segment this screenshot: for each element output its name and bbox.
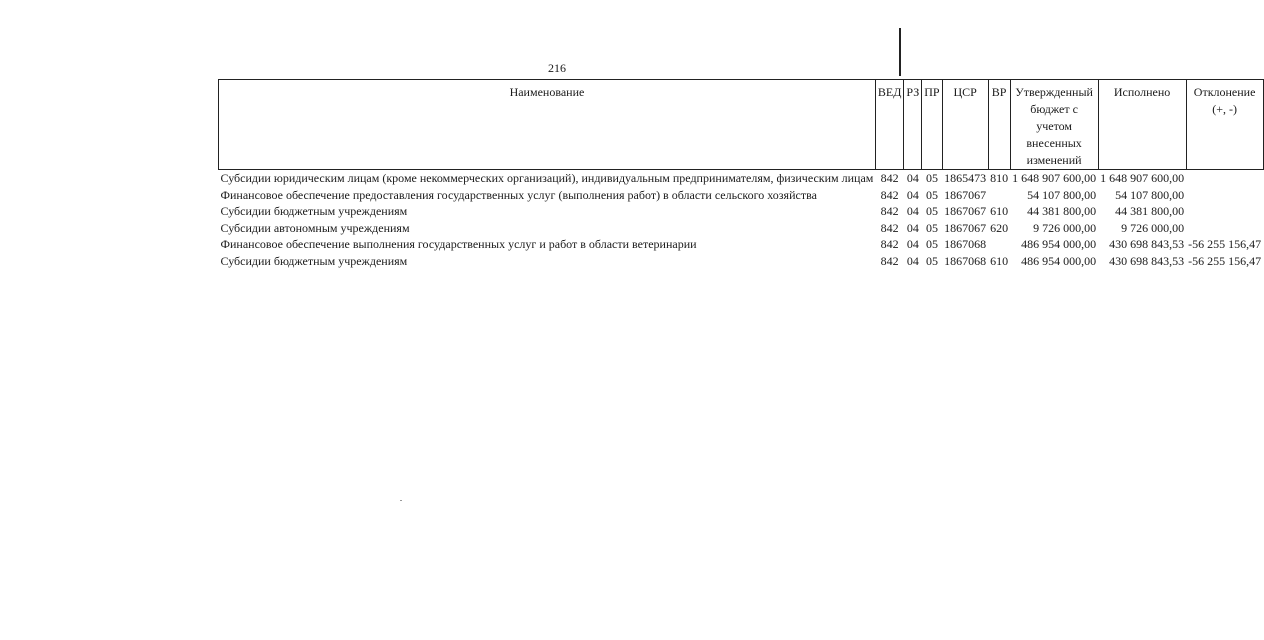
row-csr: 1865473: [944, 171, 987, 185]
row-deviation: [1186, 187, 1263, 204]
row-name: Финансовое обеспечение выполнения государственных услуг и работ в области ветеринарии: [220, 237, 697, 251]
row-csr: 1867067: [944, 187, 987, 202]
row-deviation: [1186, 203, 1263, 220]
row-name: Финансовое обеспечение предоставления государственных услуг (выполнения работ) в области сельского хозяйства: [220, 187, 817, 202]
header-vr: ВР: [988, 80, 1010, 170]
row-name: Субсидии бюджетным учреждениям: [220, 253, 408, 268]
header-approved: Утвержденный бюджет с учетом внесенных изменений: [1010, 80, 1098, 170]
row-approved: 486 954 000,00: [1021, 237, 1097, 251]
row-rz: 04: [906, 253, 919, 268]
row-approved: 486 954 000,00: [1021, 253, 1097, 268]
row-deviation: -56 255 156,47: [1188, 253, 1262, 268]
row-ved: 842: [880, 253, 899, 268]
row-csr: 1867067: [944, 220, 987, 235]
row-pr: 05: [925, 220, 938, 235]
row-rz: 04: [906, 220, 919, 235]
row-deviation: [1186, 220, 1263, 237]
row-deviation: [1186, 170, 1263, 187]
row-rz: 04: [906, 171, 919, 185]
row-name: Субсидии юридическим лицам (кроме некоммерческих организаций), индивидуальным предпринимателям, физическим лицам: [220, 171, 874, 185]
row-pr: 05: [925, 187, 938, 202]
table-row: [219, 187, 1264, 204]
row-rz: 04: [906, 187, 919, 202]
row-ved: 842: [880, 220, 899, 235]
row-ved: 842: [880, 237, 899, 251]
row-name: Субсидии бюджетным учреждениям: [220, 204, 408, 218]
row-csr: 1867068: [944, 253, 987, 268]
header-ved: ВЕД: [875, 80, 904, 170]
header-deviation: Отклонение (+, -): [1186, 80, 1263, 170]
row-executed: 54 107 800,00: [1115, 187, 1185, 202]
row-vr: [988, 236, 1010, 253]
table-row: [219, 236, 1264, 253]
row-ved: 842: [880, 171, 899, 185]
row-vr: 610: [990, 204, 1009, 218]
row-executed: 1 648 907 600,00: [1100, 171, 1185, 185]
header-executed: Исполнено: [1098, 80, 1186, 170]
row-pr: 05: [925, 171, 938, 185]
header-name: Наименование: [219, 80, 876, 170]
header-rz: РЗ: [904, 80, 922, 170]
margin-rule: [899, 28, 901, 76]
row-rz: 04: [906, 237, 919, 251]
row-pr: 05: [925, 204, 938, 218]
row-executed: 9 726 000,00: [1121, 220, 1185, 235]
row-approved: 1 648 907 600,00: [1012, 171, 1097, 185]
budget-table: [218, 79, 1264, 269]
row-pr: 05: [925, 237, 938, 251]
row-pr: 05: [925, 253, 938, 268]
row-executed: 44 381 800,00: [1115, 204, 1185, 218]
row-csr: 1867068: [944, 237, 987, 251]
header-pr: ПР: [922, 80, 942, 170]
scan-speck: [400, 500, 402, 501]
row-vr: 810: [990, 171, 1009, 185]
row-vr: 610: [990, 253, 1009, 268]
header-csr: ЦСР: [942, 80, 988, 170]
row-ved: 842: [880, 187, 899, 202]
row-approved: 9 726 000,00: [1033, 220, 1097, 235]
page-number: 216: [548, 61, 566, 75]
row-approved: 54 107 800,00: [1027, 187, 1097, 202]
row-executed: 430 698 843,53: [1109, 253, 1185, 268]
row-vr: [988, 187, 1010, 204]
table-header-row: [219, 80, 1264, 170]
row-approved: 44 381 800,00: [1027, 204, 1097, 218]
row-csr: 1867067: [944, 204, 987, 218]
row-vr: 620: [990, 220, 1009, 235]
table-row: [219, 203, 1264, 220]
table-row: [219, 253, 1264, 270]
row-executed: 430 698 843,53: [1109, 237, 1185, 251]
table-row: [219, 170, 1264, 187]
row-ved: 842: [880, 204, 899, 218]
table-row: [219, 220, 1264, 237]
row-rz: 04: [906, 204, 919, 218]
row-deviation: -56 255 156,47: [1188, 237, 1262, 251]
row-name: Субсидии автономным учреждениям: [220, 220, 410, 235]
